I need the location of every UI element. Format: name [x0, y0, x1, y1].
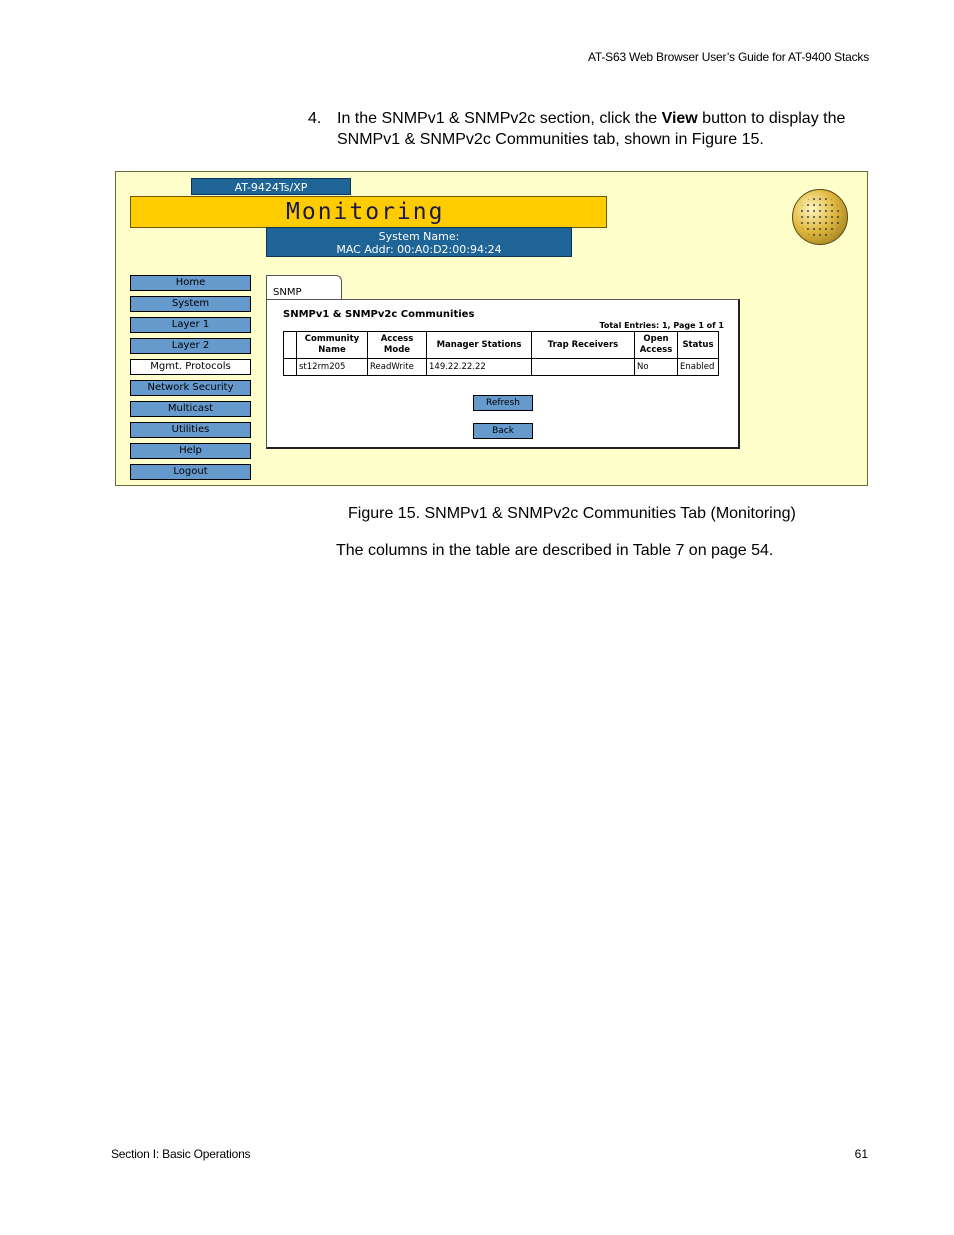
panel-title: SNMPv1 & SNMPv2c Communities [283, 309, 475, 320]
back-button[interactable]: Back [473, 423, 533, 439]
cell-manager-stations: 149.22.22.22 [427, 359, 532, 376]
total-entries: Total Entries: 1, Page 1 of 1 [599, 321, 724, 330]
globe-logo-icon [792, 189, 848, 245]
figure-caption: Figure 15. SNMPv1 & SNMPv2c Communities Tab (Monitoring) [348, 505, 796, 522]
nav-network-security-button[interactable]: Network Security [130, 380, 251, 396]
col-manager-stations: Manager Stations [427, 332, 532, 359]
nav-system-button[interactable]: System [130, 296, 251, 312]
system-name: System Name: [378, 230, 460, 243]
mac-address: MAC Addr: 00:A0:D2:00:94:24 [336, 243, 502, 256]
cell-open-access: No [635, 359, 678, 376]
table-row[interactable] [284, 359, 719, 376]
nav-multicast-button[interactable]: Multicast [130, 401, 251, 417]
nav-utilities-button[interactable]: Utilities [130, 422, 251, 438]
footer-section: Section I: Basic Operations [111, 1147, 251, 1161]
model-tab: AT-9424Ts/XP [191, 178, 351, 195]
nav-home-button[interactable]: Home [130, 275, 251, 291]
view-keyword: View [661, 110, 698, 127]
communities-table [283, 331, 719, 376]
col-trap-receivers: Trap Receivers [532, 332, 635, 359]
refresh-button[interactable]: Refresh [473, 395, 533, 411]
snmp-panel [266, 299, 740, 449]
step-text [337, 108, 857, 150]
nav-logout-button[interactable]: Logout [130, 464, 251, 480]
nav-layer2-button[interactable]: Layer 2 [130, 338, 251, 354]
screenshot-figure [115, 171, 868, 486]
running-header: AT-S63 Web Browser User’s Guide for AT-9400 Stacks [587, 50, 869, 64]
cell-status: Enabled [678, 359, 719, 376]
col-status: Status [678, 332, 719, 359]
row-select-cell[interactable] [284, 359, 297, 376]
nav-help-button[interactable]: Help [130, 443, 251, 459]
col-access-mode: Access Mode [368, 332, 427, 359]
page-number: 61 [854, 1147, 868, 1161]
cell-community-name: st12rm205 [297, 359, 368, 376]
tab-snmp[interactable]: SNMP [266, 275, 342, 301]
banner-title: Monitoring [286, 199, 445, 225]
col-open-access: Open Access [635, 332, 678, 359]
cell-access-mode: ReadWrite [368, 359, 427, 376]
step-number: 4. [308, 110, 322, 127]
select-column-header [284, 332, 297, 359]
nav-mgmt-protocols-button[interactable]: Mgmt. Protocols [130, 359, 251, 375]
step-text-after: button to display the SNMPv1 & SNMPv2c Communities tab, shown in Figure 15. [337, 110, 846, 148]
description-paragraph: The columns in the table are described in Table 7 on page 54. [336, 542, 774, 559]
table-header-row [284, 332, 719, 359]
nav-layer1-button[interactable]: Layer 1 [130, 317, 251, 333]
step-text-before: In the SNMPv1 & SNMPv2c section, click the [337, 110, 662, 127]
monitoring-banner [130, 196, 607, 228]
cell-trap-receivers [532, 359, 635, 376]
system-info-box [266, 227, 572, 257]
col-community-name: Community Name [297, 332, 368, 359]
